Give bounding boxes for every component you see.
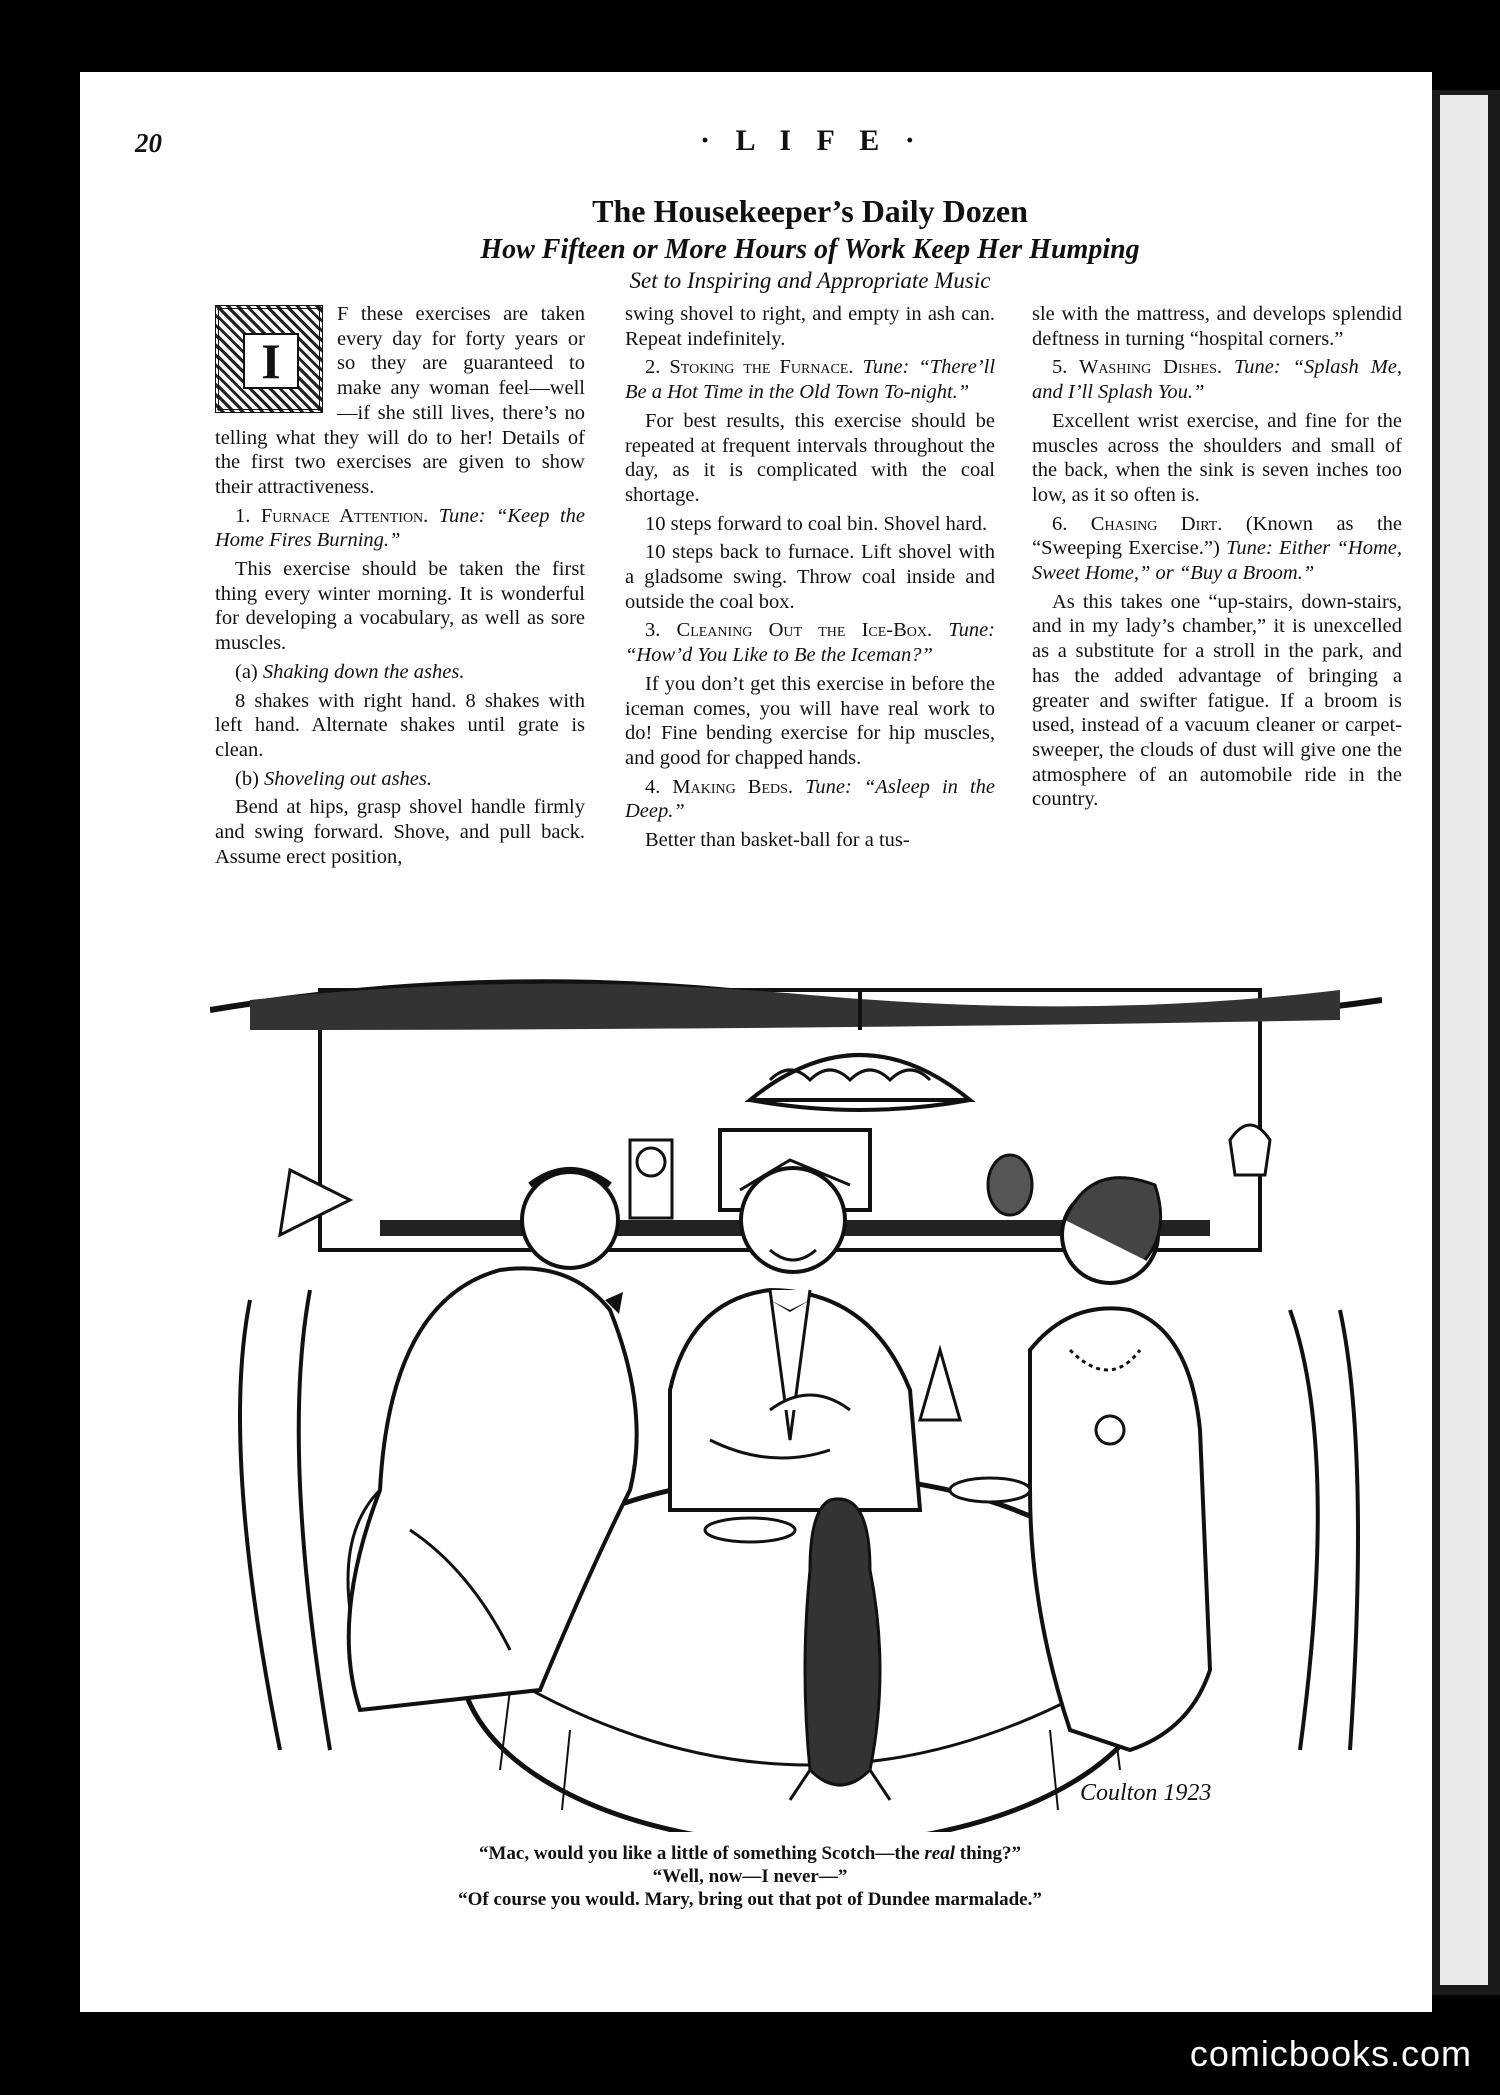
caption-line-2: “Well, now—I never—”: [652, 1866, 848, 1887]
exercise-4-heading: 4. Making Beds. Tune: “Asleep in the Deep.”: [625, 775, 995, 823]
paragraph: 10 steps forward to coal bin. Shovel hard.: [645, 512, 988, 535]
paragraph: Excellent wrist exercise, and fine for the muscles across the shoulders and small of the back, when the sink is seven inches too low, as it so often is.: [1032, 409, 1402, 506]
paragraph: swing shovel to right, and empty in ash can. Repeat indefinitely.: [625, 303, 995, 350]
sub-item-a: (a) Shaking down the ashes.: [235, 660, 465, 683]
paragraph: 10 steps back to furnace. Lift shovel with a gladsome swing. Throw coal inside and outside the coal box.: [625, 541, 995, 613]
paragraph: sle with the mattress, and develops splendid deftness in turning “hospital corners.”: [1032, 303, 1402, 350]
text-column-2: [625, 302, 995, 962]
dinner-table-illustration: [210, 970, 1382, 1832]
paragraph: If you don’t get this exercise in before the iceman comes, you will have real work to do! Fine bending exercise for hip muscles, and good for chapped hands.: [625, 672, 995, 769]
adjacent-page: [1440, 95, 1488, 1985]
paragraph: This exercise should be taken the first thing every winter morning. It is wonderful for developing a vocabulary, as well as sore muscles.: [215, 558, 585, 655]
intro-paragraph: F these exercises are taken every day for forty years or so they are guaranteed to make any woman feel—well—if she still lives, there’s no telling what they will do to her! Details of the first two exercises are given to show their attractiveness.: [215, 303, 585, 498]
paragraph: 8 shakes with right hand. 8 shakes with left hand. Alternate shakes until grate is clean.: [215, 689, 585, 761]
text-column-1: [215, 302, 585, 962]
page-number: 20: [135, 128, 162, 158]
exercise-1-heading: 1. Furnace Attention. Tune: “Keep the Home Fires Burning.”: [215, 504, 585, 552]
article-title: The Housekeeper’s Daily Dozen: [592, 193, 1028, 229]
exercise-3-heading: 3. Cleaning Out the Ice-Box. Tune: “How’d You Like to Be the Iceman?”: [625, 619, 995, 667]
site-watermark: comicbooks.com: [1189, 2033, 1472, 2074]
exercise-6-heading: 6. Chasing Dirt. (Known as the “Sweeping Exercise.”) Tune: Either “Home, Sweet Home,” or “Buy a Broom.”: [1032, 512, 1402, 585]
caption-line-3: “Of course you would. Mary, bring out that pot of Dundee marmalade.”: [458, 1889, 1042, 1910]
exercise-2-heading: 2. Stoking the Furnace. Tune: “There’ll Be a Hot Time in the Old Town To-night.”: [625, 356, 995, 404]
ornamental-drop-cap: [215, 305, 323, 413]
text-column-3: [1032, 302, 1402, 962]
article-subtitle: How Fifteen or More Hours of Work Keep Her Humping: [480, 234, 1140, 265]
article-subsubtitle: Set to Inspiring and Appropriate Music: [629, 268, 991, 293]
caption-line-1: “Mac, would you like a little of something Scotch—the real thing?”: [478, 1843, 1022, 1864]
paragraph: Better than basket-ball for a tus-: [645, 829, 910, 852]
exercise-5-heading: 5. Washing Dishes. Tune: “Splash Me, and I’ll Splash You.”: [1032, 356, 1402, 404]
artist-signature: Coulton 1923: [1080, 1780, 1212, 1806]
paragraph: For best results, this exercise should be repeated at frequent intervals throughout the day, as it is complicated with the coal shortage.: [625, 409, 995, 506]
paragraph: Bend at hips, grasp shovel handle firmly and swing forward. Shove, and pull back. Assume erect position,: [215, 796, 585, 868]
masthead: · L I F E ·: [700, 124, 924, 157]
drop-cap-letter: I: [243, 333, 299, 389]
sub-item-b: (b) Shoveling out ashes.: [235, 767, 432, 790]
paragraph: As this takes one “up-stairs, down-stairs, and in my lady’s chamber,” it is unexcelled as a substitute for a stroll in the park, and has the added advantage of bringing a greater and swifter fatigue. If a broom is used, instead of a vacuum cleaner or carpet-sweeper, the clouds of dust will give one the atmosphere of an automobile ride in the country.: [1032, 590, 1402, 811]
